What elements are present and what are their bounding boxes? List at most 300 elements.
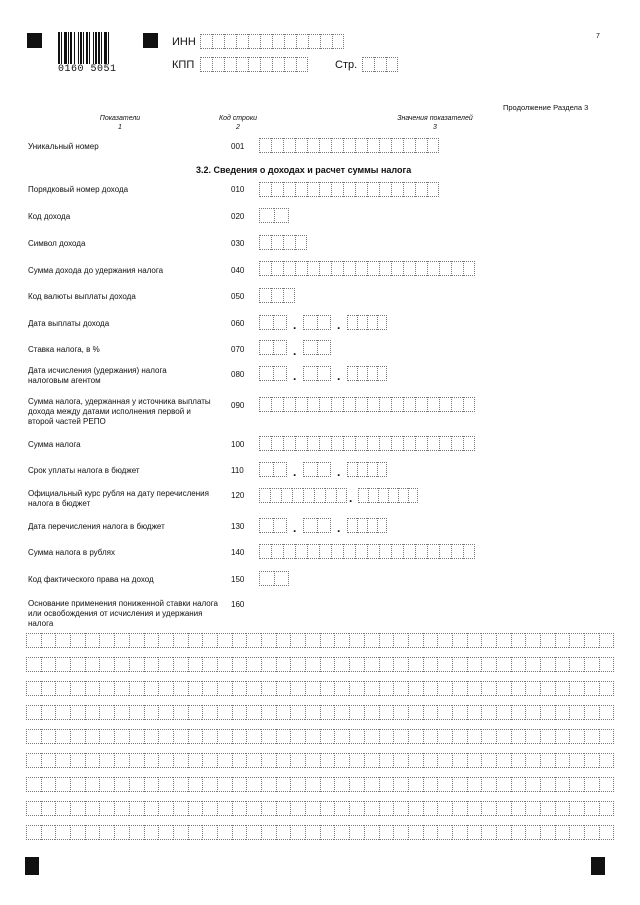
input-cell[interactable] [70, 801, 85, 816]
input-cell[interactable] [158, 825, 173, 840]
input-cell[interactable] [212, 57, 224, 72]
input-cell[interactable] [283, 261, 295, 276]
input-cell[interactable] [403, 261, 415, 276]
input-cell[interactable] [319, 436, 331, 451]
input-cell[interactable] [467, 705, 482, 720]
input-cell[interactable] [290, 801, 305, 816]
input-cell[interactable] [393, 777, 408, 792]
input-cell[interactable] [188, 753, 203, 768]
input-cell[interactable] [320, 729, 335, 744]
grid-line[interactable] [26, 729, 614, 744]
input-cell[interactable] [114, 729, 129, 744]
input-cell[interactable] [415, 138, 427, 153]
input-cell[interactable] [303, 366, 317, 381]
input-cell[interactable] [303, 315, 317, 330]
input-cell[interactable] [129, 633, 144, 648]
input-cell[interactable] [437, 801, 452, 816]
row-field-120-int[interactable] [259, 488, 347, 503]
row-field-060-day[interactable] [259, 315, 287, 330]
input-cell[interactable] [202, 729, 217, 744]
input-cell[interactable] [439, 261, 451, 276]
input-cell[interactable] [408, 753, 423, 768]
input-cell[interactable] [85, 753, 100, 768]
input-cell[interactable] [511, 825, 526, 840]
input-cell[interactable] [158, 633, 173, 648]
input-cell[interactable] [364, 729, 379, 744]
input-cell[interactable] [467, 753, 482, 768]
input-cell[interactable] [246, 801, 261, 816]
input-cell[interactable] [273, 315, 287, 330]
input-cell[interactable] [357, 366, 367, 381]
input-cell[interactable] [379, 777, 394, 792]
input-cell[interactable] [569, 729, 584, 744]
input-cell[interactable] [599, 753, 614, 768]
input-cell[interactable] [437, 729, 452, 744]
input-cell[interactable] [261, 825, 276, 840]
input-cell[interactable] [569, 633, 584, 648]
input-cell[interactable] [259, 182, 271, 197]
input-cell[interactable] [569, 801, 584, 816]
input-cell[interactable] [427, 138, 439, 153]
input-cell[interactable] [290, 825, 305, 840]
input-cell[interactable] [332, 34, 344, 49]
input-cell[interactable] [295, 235, 307, 250]
input-cell[interactable] [129, 777, 144, 792]
input-cell[interactable] [295, 138, 307, 153]
input-cell[interactable] [114, 705, 129, 720]
input-cell[interactable] [281, 488, 292, 503]
input-cell[interactable] [188, 705, 203, 720]
input-cell[interactable] [403, 436, 415, 451]
input-cell[interactable] [246, 825, 261, 840]
input-cell[interactable] [99, 729, 114, 744]
input-cell[interactable] [144, 681, 159, 696]
input-cell[interactable] [334, 633, 349, 648]
input-cell[interactable] [202, 753, 217, 768]
input-cell[interactable] [305, 705, 320, 720]
input-cell[interactable] [305, 681, 320, 696]
input-cell[interactable] [408, 777, 423, 792]
input-cell[interactable] [246, 777, 261, 792]
input-cell[interactable] [423, 633, 438, 648]
input-cell[interactable] [374, 57, 386, 72]
input-cell[interactable] [246, 657, 261, 672]
input-cell[interactable] [496, 633, 511, 648]
input-cell[interactable] [173, 801, 188, 816]
input-cell[interactable] [85, 681, 100, 696]
grid-line[interactable] [26, 825, 614, 840]
input-cell[interactable] [463, 544, 475, 559]
input-cell[interactable] [188, 681, 203, 696]
input-cell[interactable] [355, 544, 367, 559]
input-cell[interactable] [347, 366, 357, 381]
row-field-070-int[interactable] [259, 340, 287, 355]
input-cell[interactable] [367, 261, 379, 276]
input-cell[interactable] [85, 777, 100, 792]
input-cell[interactable] [349, 633, 364, 648]
input-cell[interactable] [307, 397, 319, 412]
input-cell[interactable] [511, 705, 526, 720]
input-cell[interactable] [467, 729, 482, 744]
input-cell[interactable] [393, 753, 408, 768]
input-cell[interactable] [364, 705, 379, 720]
input-cell[interactable] [85, 633, 100, 648]
input-cell[interactable] [540, 777, 555, 792]
input-cell[interactable] [276, 825, 291, 840]
input-cell[interactable] [99, 681, 114, 696]
input-cell[interactable] [437, 777, 452, 792]
input-cell[interactable] [423, 705, 438, 720]
input-cell[interactable] [307, 138, 319, 153]
input-cell[interactable] [260, 57, 272, 72]
input-cell[interactable] [296, 57, 308, 72]
input-cell[interactable] [317, 366, 331, 381]
input-cell[interactable] [540, 633, 555, 648]
input-cell[interactable] [377, 315, 387, 330]
input-cell[interactable] [496, 681, 511, 696]
input-cell[interactable] [144, 801, 159, 816]
input-cell[interactable] [511, 801, 526, 816]
input-cell[interactable] [307, 261, 319, 276]
input-cell[interactable] [451, 397, 463, 412]
input-cell[interactable] [427, 397, 439, 412]
input-cell[interactable] [540, 657, 555, 672]
input-cell[interactable] [270, 488, 281, 503]
input-cell[interactable] [260, 34, 272, 49]
input-cell[interactable] [212, 34, 224, 49]
input-cell[interactable] [158, 753, 173, 768]
input-cell[interactable] [408, 681, 423, 696]
input-cell[interactable] [377, 462, 387, 477]
input-cell[interactable] [569, 825, 584, 840]
input-cell[interactable] [569, 681, 584, 696]
input-cell[interactable] [427, 544, 439, 559]
input-cell[interactable] [555, 657, 570, 672]
input-cell[interactable] [437, 753, 452, 768]
input-cell[interactable] [271, 182, 283, 197]
input-cell[interactable] [452, 825, 467, 840]
input-cell[interactable] [319, 182, 331, 197]
input-cell[interactable] [173, 705, 188, 720]
input-cell[interactable] [347, 462, 357, 477]
input-cell[interactable] [261, 657, 276, 672]
input-cell[interactable] [188, 801, 203, 816]
input-cell[interactable] [379, 261, 391, 276]
input-cell[interactable] [379, 436, 391, 451]
input-cell[interactable] [367, 182, 379, 197]
input-cell[interactable] [232, 657, 247, 672]
input-cell[interactable] [391, 544, 403, 559]
input-cell[interactable] [452, 681, 467, 696]
input-cell[interactable] [261, 705, 276, 720]
input-cell[interactable] [248, 34, 260, 49]
input-cell[interactable] [129, 657, 144, 672]
input-cell[interactable] [217, 633, 232, 648]
input-cell[interactable] [540, 753, 555, 768]
input-cell[interactable] [26, 801, 41, 816]
input-cell[interactable] [290, 633, 305, 648]
input-cell[interactable] [319, 397, 331, 412]
input-cell[interactable] [200, 34, 212, 49]
input-cell[interactable] [246, 705, 261, 720]
input-cell[interactable] [423, 801, 438, 816]
input-cell[interactable] [481, 705, 496, 720]
input-cell[interactable] [99, 753, 114, 768]
input-cell[interactable] [355, 436, 367, 451]
input-cell[interactable] [349, 729, 364, 744]
input-cell[interactable] [388, 488, 398, 503]
input-cell[interactable] [355, 397, 367, 412]
input-cell[interactable] [367, 436, 379, 451]
input-cell[interactable] [144, 825, 159, 840]
input-cell[interactable] [437, 681, 452, 696]
input-cell[interactable] [144, 657, 159, 672]
input-cell[interactable] [427, 182, 439, 197]
input-cell[interactable] [307, 544, 319, 559]
input-cell[interactable] [408, 705, 423, 720]
input-cell[interactable] [451, 436, 463, 451]
input-cell[interactable] [525, 657, 540, 672]
input-cell[interactable] [379, 397, 391, 412]
input-cell[interactable] [173, 681, 188, 696]
input-cell[interactable] [173, 729, 188, 744]
input-cell[interactable] [217, 681, 232, 696]
input-cell[interactable] [525, 729, 540, 744]
input-cell[interactable] [496, 801, 511, 816]
row-field-090[interactable] [259, 397, 475, 412]
input-cell[interactable] [423, 753, 438, 768]
input-cell[interactable] [525, 801, 540, 816]
input-cell[interactable] [439, 544, 451, 559]
input-cell[interactable] [259, 208, 274, 223]
input-cell[interactable] [217, 729, 232, 744]
input-cell[interactable] [271, 436, 283, 451]
input-cell[interactable] [261, 777, 276, 792]
input-cell[interactable] [55, 777, 70, 792]
input-cell[interactable] [259, 544, 271, 559]
input-cell[interactable] [70, 777, 85, 792]
input-cell[interactable] [452, 633, 467, 648]
input-cell[interactable] [599, 801, 614, 816]
input-cell[interactable] [398, 488, 408, 503]
input-cell[interactable] [259, 288, 271, 303]
row-field-110-month[interactable] [303, 462, 331, 477]
input-cell[interactable] [232, 633, 247, 648]
input-cell[interactable] [246, 753, 261, 768]
input-cell[interactable] [393, 801, 408, 816]
input-cell[interactable] [319, 544, 331, 559]
input-cell[interactable] [173, 825, 188, 840]
input-cell[interactable] [283, 436, 295, 451]
input-cell[interactable] [55, 753, 70, 768]
input-cell[interactable] [439, 397, 451, 412]
input-cell[interactable] [274, 571, 289, 586]
input-cell[interactable] [467, 801, 482, 816]
row-field-060-year[interactable] [347, 315, 387, 330]
input-cell[interactable] [403, 138, 415, 153]
input-cell[interactable] [319, 261, 331, 276]
input-cell[interactable] [391, 182, 403, 197]
input-cell[interactable] [379, 633, 394, 648]
input-cell[interactable] [308, 34, 320, 49]
input-cell[interactable] [463, 397, 475, 412]
input-cell[interactable] [599, 705, 614, 720]
input-cell[interactable] [584, 801, 599, 816]
input-cell[interactable] [367, 518, 377, 533]
input-cell[interactable] [331, 544, 343, 559]
input-cell[interactable] [599, 777, 614, 792]
input-cell[interactable] [343, 138, 355, 153]
row-field-050[interactable] [259, 288, 295, 303]
row-field-070-frac[interactable] [303, 340, 331, 355]
input-cell[interactable] [26, 825, 41, 840]
input-cell[interactable] [99, 801, 114, 816]
input-cell[interactable] [144, 705, 159, 720]
input-cell[interactable] [349, 777, 364, 792]
input-cell[interactable] [114, 825, 129, 840]
input-cell[interactable] [85, 801, 100, 816]
input-cell[interactable] [41, 705, 56, 720]
input-cell[interactable] [355, 261, 367, 276]
input-cell[interactable] [481, 825, 496, 840]
row-field-130-day[interactable] [259, 518, 287, 533]
input-cell[interactable] [379, 657, 394, 672]
input-cell[interactable] [347, 518, 357, 533]
input-cell[interactable] [343, 436, 355, 451]
input-cell[interactable] [114, 777, 129, 792]
input-cell[interactable] [99, 705, 114, 720]
row-field-110-year[interactable] [347, 462, 387, 477]
input-cell[interactable] [158, 801, 173, 816]
input-cell[interactable] [481, 681, 496, 696]
input-cell[interactable] [343, 397, 355, 412]
input-cell[interactable] [259, 518, 273, 533]
input-cell[interactable] [232, 801, 247, 816]
input-cell[interactable] [173, 657, 188, 672]
input-cell[interactable] [188, 729, 203, 744]
input-cell[interactable] [349, 825, 364, 840]
row-field-060-month[interactable] [303, 315, 331, 330]
input-cell[interactable] [295, 436, 307, 451]
input-cell[interactable] [290, 657, 305, 672]
input-cell[interactable] [85, 657, 100, 672]
input-cell[interactable] [599, 825, 614, 840]
input-cell[interactable] [331, 261, 343, 276]
input-cell[interactable] [408, 488, 418, 503]
input-cell[interactable] [202, 825, 217, 840]
input-cell[interactable] [41, 729, 56, 744]
input-cell[interactable] [158, 777, 173, 792]
input-cell[interactable] [259, 235, 271, 250]
input-cell[interactable] [555, 801, 570, 816]
grid-line[interactable] [26, 801, 614, 816]
input-cell[interactable] [496, 777, 511, 792]
input-cell[interactable] [481, 777, 496, 792]
input-cell[interactable] [540, 729, 555, 744]
input-cell[interactable] [463, 261, 475, 276]
input-cell[interactable] [511, 681, 526, 696]
input-cell[interactable] [259, 261, 271, 276]
input-cell[interactable] [129, 729, 144, 744]
input-cell[interactable] [295, 182, 307, 197]
input-cell[interactable] [331, 397, 343, 412]
input-cell[interactable] [188, 777, 203, 792]
input-cell[interactable] [276, 657, 291, 672]
input-cell[interactable] [261, 801, 276, 816]
input-cell[interactable] [305, 801, 320, 816]
input-cell[interactable] [599, 681, 614, 696]
input-cell[interactable] [290, 681, 305, 696]
input-cell[interactable] [317, 518, 331, 533]
input-cell[interactable] [276, 705, 291, 720]
input-cell[interactable] [276, 777, 291, 792]
input-cell[interactable] [272, 34, 284, 49]
input-cell[interactable] [188, 633, 203, 648]
input-cell[interactable] [317, 315, 331, 330]
input-cell[interactable] [41, 801, 56, 816]
input-cell[interactable] [217, 777, 232, 792]
input-cell[interactable] [283, 138, 295, 153]
input-cell[interactable] [41, 633, 56, 648]
input-cell[interactable] [511, 657, 526, 672]
input-cell[interactable] [259, 436, 271, 451]
input-cell[interactable] [331, 138, 343, 153]
input-cell[interactable] [129, 801, 144, 816]
input-cell[interactable] [129, 825, 144, 840]
unique-number-field[interactable] [259, 138, 439, 153]
row-field-030[interactable] [259, 235, 307, 250]
input-cell[interactable] [391, 261, 403, 276]
input-cell[interactable] [26, 705, 41, 720]
input-cell[interactable] [439, 436, 451, 451]
input-cell[interactable] [202, 657, 217, 672]
input-cell[interactable] [320, 825, 335, 840]
input-cell[interactable] [584, 729, 599, 744]
input-cell[interactable] [259, 571, 274, 586]
input-cell[interactable] [343, 261, 355, 276]
input-cell[interactable] [55, 729, 70, 744]
input-cell[interactable] [305, 729, 320, 744]
input-cell[interactable] [334, 681, 349, 696]
input-cell[interactable] [303, 518, 317, 533]
input-cell[interactable] [26, 681, 41, 696]
input-cell[interactable] [599, 729, 614, 744]
input-cell[interactable] [584, 825, 599, 840]
input-cell[interactable] [284, 57, 296, 72]
input-cell[interactable] [467, 777, 482, 792]
input-cell[interactable] [319, 138, 331, 153]
input-cell[interactable] [423, 825, 438, 840]
input-cell[interactable] [599, 633, 614, 648]
input-cell[interactable] [427, 261, 439, 276]
input-cell[interactable] [290, 705, 305, 720]
input-cell[interactable] [415, 182, 427, 197]
input-cell[interactable] [296, 34, 308, 49]
input-cell[interactable] [41, 657, 56, 672]
input-cell[interactable] [144, 777, 159, 792]
input-cell[interactable] [217, 705, 232, 720]
input-cell[interactable] [273, 366, 287, 381]
input-cell[interactable] [292, 488, 303, 503]
input-cell[interactable] [511, 753, 526, 768]
input-cell[interactable] [320, 633, 335, 648]
input-cell[interactable] [452, 753, 467, 768]
input-cell[interactable] [584, 657, 599, 672]
input-cell[interactable] [364, 801, 379, 816]
input-cell[interactable] [393, 657, 408, 672]
input-cell[interactable] [158, 729, 173, 744]
input-cell[interactable] [393, 825, 408, 840]
